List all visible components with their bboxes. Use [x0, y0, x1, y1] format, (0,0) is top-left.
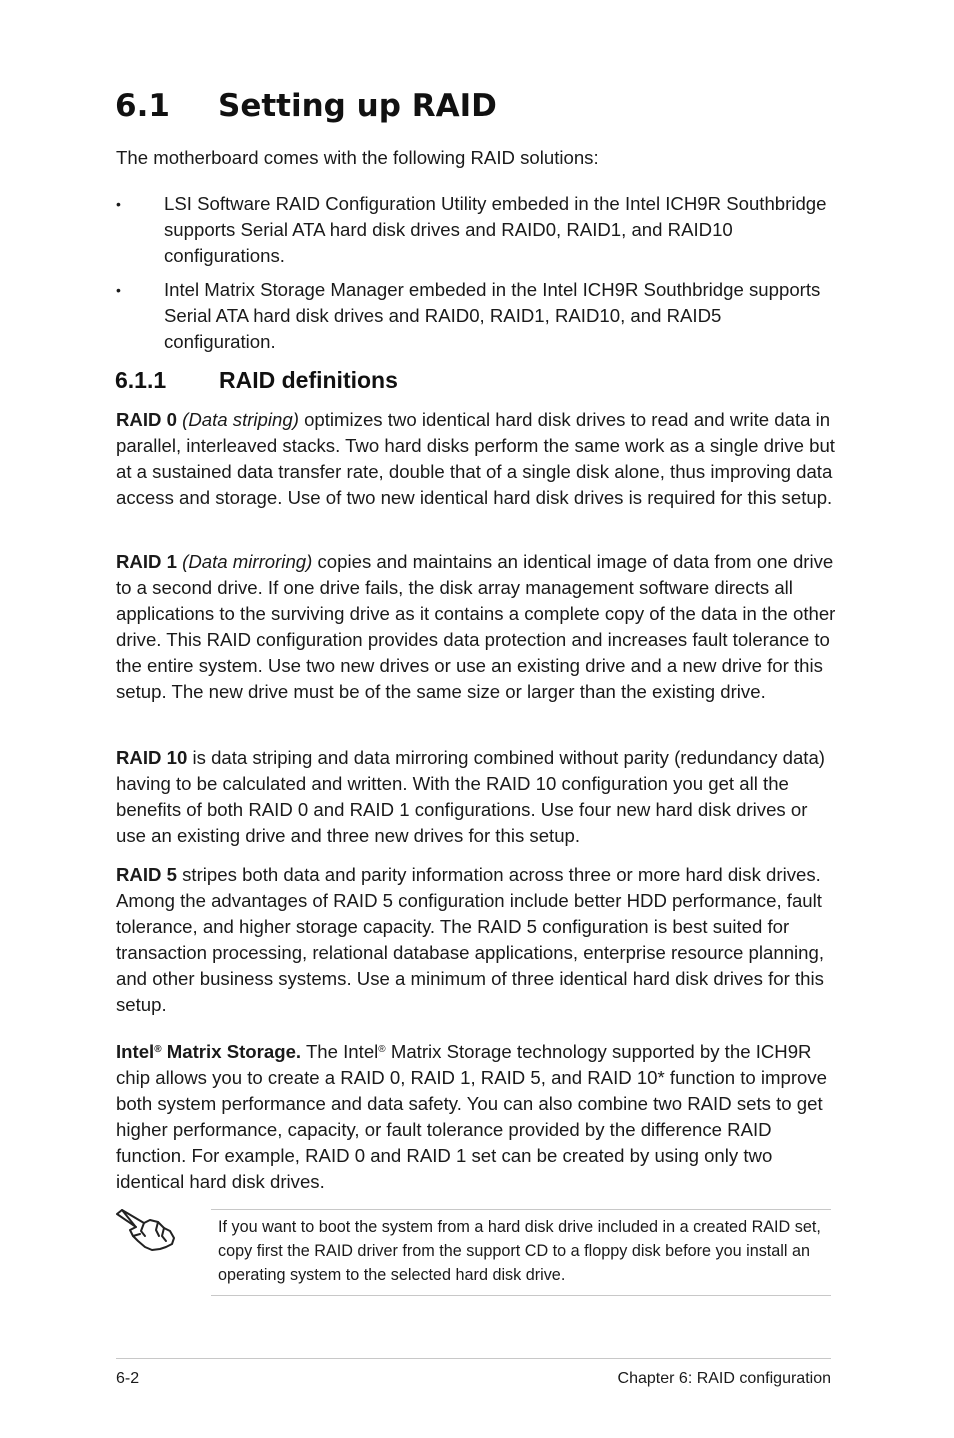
matrix-term-name: Matrix Storage.	[161, 1041, 302, 1062]
page-number: 6-2	[116, 1370, 140, 1387]
intro-paragraph: The motherboard comes with the following RAID solutions:	[116, 147, 599, 168]
raid-solutions-list	[116, 191, 836, 363]
chapter-label: Chapter 6: RAID configuration	[617, 1370, 831, 1387]
raid10-paragraph	[116, 745, 836, 849]
raid5-text: stripes both data and parity information across three or more hard disk drives. Among the advantages of RAID 5 configuration include better HDD performance, fault tolerance, and higher storage capacity. The RAID 5 configuration is best suited for transaction processing, relational database applications, enterprise resource planning, and other business systems. Use a minimum of three identical hard disk drives for this setup.	[116, 864, 825, 1015]
matrix-text-a: The Intel	[301, 1041, 379, 1062]
raid5-term: RAID 5	[116, 864, 177, 885]
list-item-text: LSI Software RAID Configuration Utility embeded in the Intel ICH9R Southbridge supports Serial ATA hard disk drives and RAID0, RAID1, and RAID10 configurations.	[164, 193, 827, 266]
raid0-term: RAID 0	[116, 409, 177, 430]
matrix-text-b: Matrix Storage technology supported by the ICH9R chip allows you to create a RAID 0, RAID 1, RAID 5, and RAID 10* function to improve both system performance and data safety. You can also combine two RAID sets to get higher performance, capacity, or fault tolerance provided by the difference RAID function. For example, RAID 0 and RAID 1 set can be created by using only two identical hard disk drives.	[116, 1041, 828, 1192]
note-text: If you want to boot the system from a hard disk drive included in a created RAID set, copy first the RAID driver from the support CD to a floppy disk before you install an operating system to the selected hard disk drive.	[218, 1218, 821, 1284]
raid1-qualifier: (Data mirroring)	[182, 551, 313, 572]
raid0-text: optimizes two identical hard disk drives to read and write data in parallel, interleaved stacks. Two hard disks perform the same work as a single drive but at a sustained data transfer rate, double that of a single disk alone, thus improving data access and storage. Use of two new identical hard disk drives is required for this setup.	[116, 409, 835, 508]
raid0-qualifier: (Data striping)	[182, 409, 299, 430]
matrix-term	[116, 1041, 301, 1062]
raid1-text: copies and maintains an identical image of data from one drive to a second drive. If one drive fails, the disk array management software directs all applications to the surviving drive as it contains a complete copy of the data in the other drive. This RAID configuration provides data protection and increases fault tolerance to the entire system. Use two new drives or use an existing drive and a new drive for this setup. The new drive must be of the same size or larger than the existing drive.	[116, 551, 836, 702]
pointing-hand-icon	[114, 1205, 180, 1255]
bullet-marker: •	[116, 196, 121, 212]
registered-mark: ®	[378, 1044, 386, 1055]
list-item	[116, 191, 836, 269]
section-title: Setting up RAID	[218, 88, 497, 124]
subsection-title: RAID definitions	[219, 367, 398, 393]
note-bottom-rule	[211, 1295, 831, 1296]
matrix-storage-paragraph	[116, 1039, 836, 1195]
list-item-text: Intel Matrix Storage Manager embeded in the Intel ICH9R Southbridge supports Serial ATA hard disk drives and RAID0, RAID1, RAID10, and RAID5 configuration.	[164, 279, 821, 352]
subsection-heading	[115, 367, 398, 394]
raid1-term: RAID 1	[116, 551, 177, 572]
raid10-term: RAID 10	[116, 747, 188, 768]
raid5-paragraph	[116, 862, 836, 1018]
note-top-rule	[211, 1209, 831, 1210]
registered-mark: ®	[154, 1044, 162, 1055]
section-heading	[115, 88, 497, 124]
bullet-marker: •	[116, 282, 121, 298]
matrix-term-brand: Intel	[116, 1041, 155, 1062]
subsection-number: 6.1.1	[115, 367, 167, 393]
section-number: 6.1	[115, 88, 170, 124]
raid10-text: is data striping and data mirroring combined without parity (redundancy data) having to be calculated and written. With the RAID 10 configuration you get all the benefits of both RAID 0 and RAID 1 configurations. Use four new hard disk drives or use an existing drive and three new drives for this setup.	[116, 747, 826, 846]
footer-rule	[116, 1358, 831, 1359]
list-item	[116, 277, 836, 355]
raid0-paragraph	[116, 407, 836, 511]
raid1-paragraph	[116, 549, 836, 705]
